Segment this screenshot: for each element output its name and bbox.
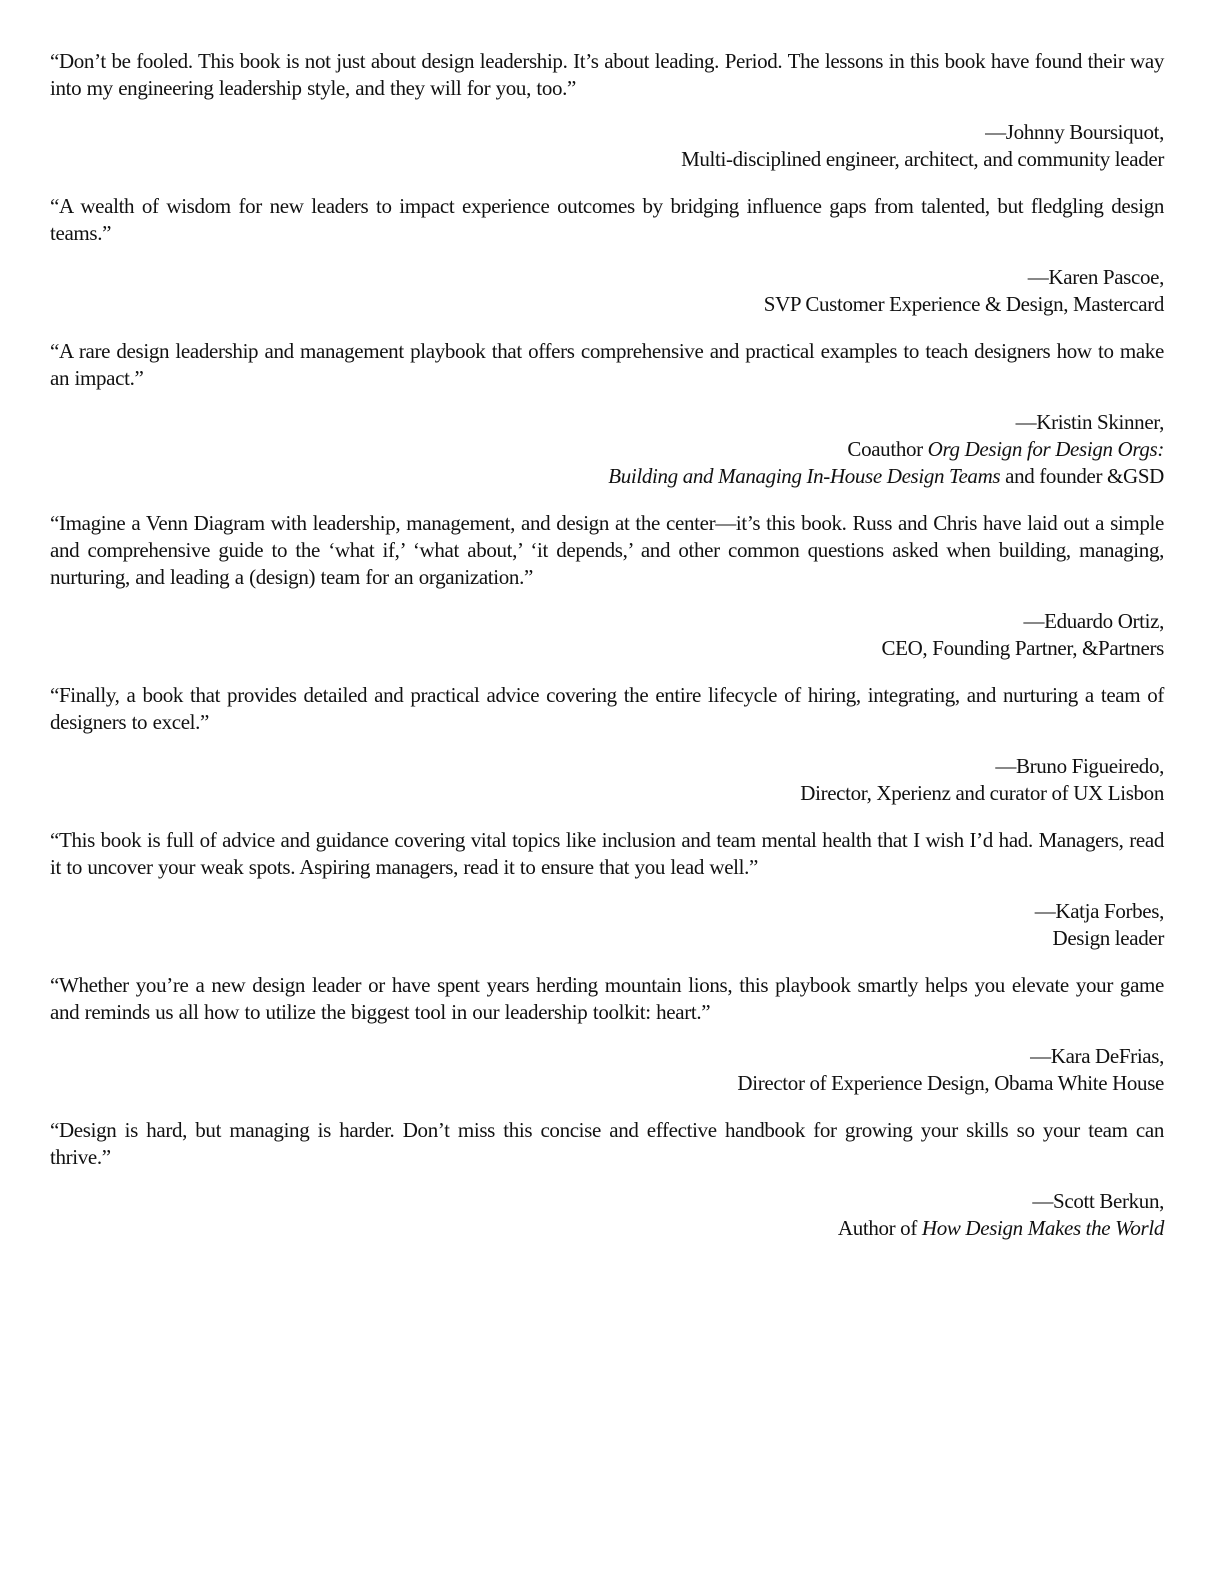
praise-page bbox=[50, 48, 1164, 1262]
attribution-name: —Kristin Skinner, bbox=[1015, 410, 1164, 434]
attribution-name: —Karen Pascoe, bbox=[1027, 265, 1164, 289]
attribution-name: —Eduardo Ortiz, bbox=[1023, 609, 1164, 633]
book-title-part-2: Building and Managing In-House Design Teams bbox=[608, 464, 1001, 488]
attribution-title: SVP Customer Experience & Design, Mastercard bbox=[763, 292, 1164, 316]
blurb-quote: “Don’t be fooled. This book is not just about design leadership. It’s about leading. Period. The lessons in this book have found their way into my engineering leadership style, and they will for you, too.” bbox=[50, 49, 1164, 100]
blurb-defrias bbox=[50, 972, 1164, 1097]
attribution-title-line-1 bbox=[50, 436, 1164, 463]
attribution-title-prefix: Author of bbox=[837, 1216, 922, 1240]
blurb-attribution bbox=[50, 898, 1164, 952]
book-title-part-1: Org Design for Design Orgs: bbox=[927, 437, 1164, 461]
blurb-attribution bbox=[50, 1043, 1164, 1097]
blurb-berkun bbox=[50, 1117, 1164, 1242]
attribution-name: —Scott Berkun, bbox=[1032, 1189, 1164, 1213]
attribution-title bbox=[50, 1215, 1164, 1242]
blurb-quote: “Finally, a book that provides detailed and practical advice covering the entire lifecycle of hiring, integrating, and nurturing a team of designers to excel.” bbox=[50, 683, 1164, 734]
blurb-forbes bbox=[50, 827, 1164, 952]
blurb-attribution bbox=[50, 119, 1164, 173]
attribution-title-suffix: and founder &GSD bbox=[1000, 464, 1164, 488]
attribution-title: Director of Experience Design, Obama White House bbox=[737, 1071, 1164, 1095]
blurb-quote: “This book is full of advice and guidance covering vital topics like inclusion and team mental health that I wish I’d had. Managers, read it to uncover your weak spots. Aspiring managers, read it to ensure that you lead well.” bbox=[50, 828, 1164, 879]
attribution-title: CEO, Founding Partner, &Partners bbox=[881, 636, 1164, 660]
attribution-name: —Katja Forbes, bbox=[1034, 899, 1164, 923]
blurb-attribution bbox=[50, 608, 1164, 662]
blurb-attribution bbox=[50, 1188, 1164, 1242]
blurb-skinner bbox=[50, 338, 1164, 490]
blurb-quote: “A rare design leadership and management playbook that offers comprehensive and practical examples to teach designers how to make an impact.” bbox=[50, 339, 1164, 390]
book-title: How Design Makes the World bbox=[921, 1216, 1164, 1240]
blurb-attribution bbox=[50, 409, 1164, 490]
attribution-title-prefix: Coauthor bbox=[847, 437, 928, 461]
attribution-name: —Kara DeFrias, bbox=[1030, 1044, 1164, 1068]
blurb-quote: “A wealth of wisdom for new leaders to impact experience outcomes by bridging influence gaps from talented, but fledgling design teams.” bbox=[50, 194, 1164, 245]
attribution-name: —Bruno Figueiredo, bbox=[995, 754, 1164, 778]
blurb-pascoe bbox=[50, 193, 1164, 318]
attribution-name: —Johnny Boursiquot, bbox=[985, 120, 1164, 144]
blurb-figueiredo bbox=[50, 682, 1164, 807]
attribution-title: Director, Xperienz and curator of UX Lisbon bbox=[800, 781, 1164, 805]
blurb-attribution bbox=[50, 264, 1164, 318]
attribution-title-line-2 bbox=[50, 463, 1164, 490]
attribution-title: Multi-disciplined engineer, architect, and community leader bbox=[681, 147, 1164, 171]
attribution-title: Design leader bbox=[1052, 926, 1164, 950]
blurb-ortiz bbox=[50, 510, 1164, 662]
blurb-quote: “Whether you’re a new design leader or have spent years herding mountain lions, this playbook smartly helps you elevate your game and reminds us all how to utilize the biggest tool in our leadership toolkit: heart.” bbox=[50, 973, 1164, 1024]
blurb-attribution bbox=[50, 753, 1164, 807]
blurb-boursiquot bbox=[50, 48, 1164, 173]
blurb-quote: “Imagine a Venn Diagram with leadership, management, and design at the center—it’s this book. Russ and Chris have laid out a simple and comprehensive guide to the ‘what if,’ ‘what about,’ ‘it depends,’ and other common questions asked when building, managing, nurturing, and leading a (design) team for an organization.” bbox=[50, 511, 1164, 589]
blurb-quote: “Design is hard, but managing is harder. Don’t miss this concise and effective handbook for growing your skills so your team can thrive.” bbox=[50, 1118, 1164, 1169]
